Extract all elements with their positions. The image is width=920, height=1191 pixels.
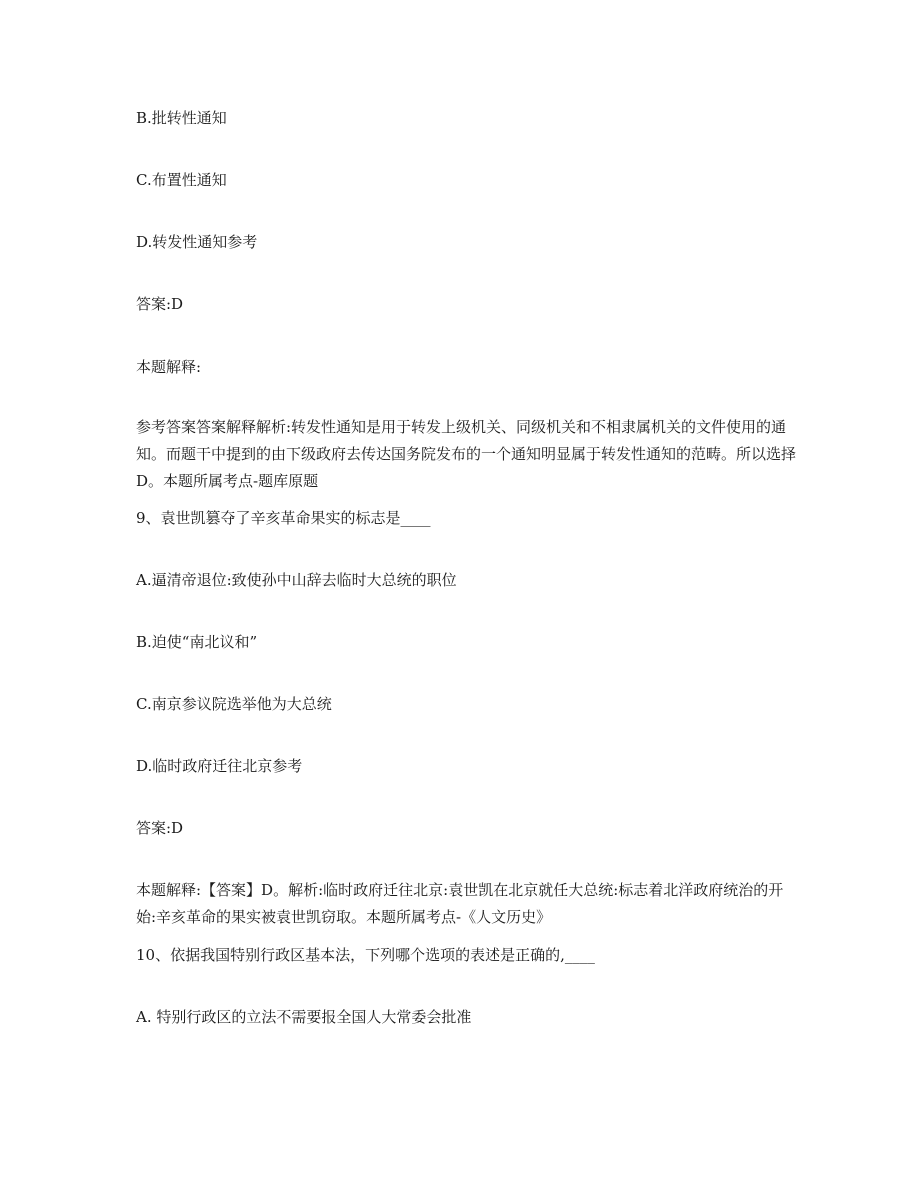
- q8-answer: 答案:D: [136, 295, 184, 313]
- q10-option-a: A. 特别行政区的立法不需要报全国人大常委会批准: [136, 1008, 472, 1026]
- q9-answer: 答案:D: [136, 819, 184, 837]
- q8-explanation-label: 本题解释:: [136, 358, 202, 376]
- q9-option-a: A.逼清帝退位:致使孙中山辞去临时大总统的职位: [136, 571, 457, 589]
- q9-option-b: B.迫使“南北议和”: [136, 633, 258, 651]
- q9-option-d: D.临时政府迁往北京参考: [136, 757, 303, 775]
- q9-option-c: C.南京参议院选举他为大总统: [136, 695, 332, 713]
- q9-explanation: 本题解释:【答案】D。解析:临时政府迁往北京:袁世凯在北京就任大总统:标志着北洋政府统治的开始:辛亥革命的果实被袁世凯窃取。本题所属考点-《人文历史》: [136, 881, 784, 926]
- q8-option-d: D.转发性通知参考: [136, 233, 258, 251]
- q8-option-b: B.批转性通知: [136, 109, 227, 127]
- q9-question: 9、袁世凯篡夺了辛亥革命果实的标志是____: [136, 509, 431, 527]
- q8-explanation: 参考答案答案解释解析:转发性通知是用于转发上级机关、同级机关和不相隶属机关的文件使用的通知。而题干中提到的由下级政府去传达国务院发布的一个通知明显属于转发性通知的范畴。所以选择 D。本题所属考点-题库原题: [136, 418, 797, 490]
- q8-option-c: C.布置性通知: [136, 171, 227, 189]
- q10-question: 10、依据我国特别行政区基本法，下列哪个选项的表述是正确的,____: [136, 946, 595, 964]
